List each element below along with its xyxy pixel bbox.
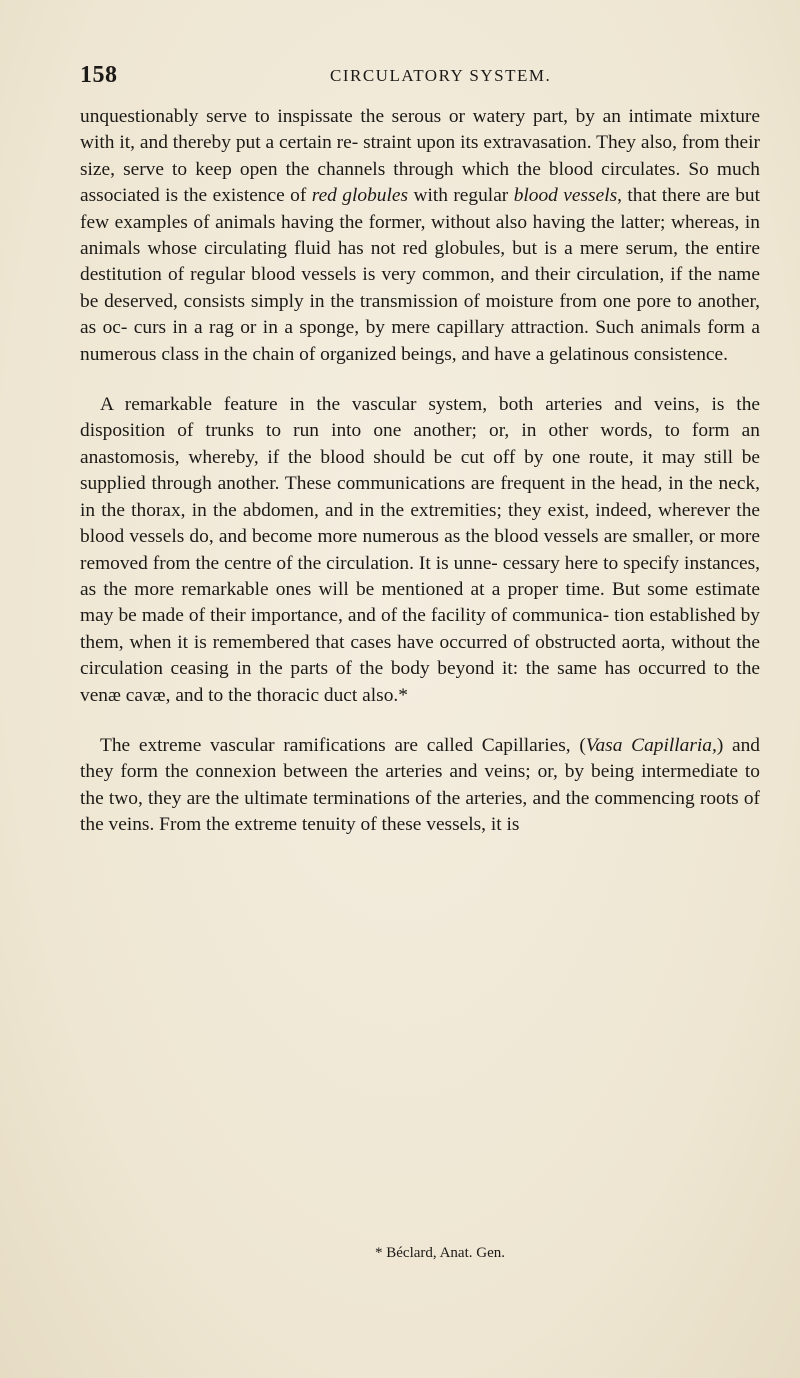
emphasis-vasa-capillaria: Vasa Capillaria,	[585, 734, 717, 756]
body-text	[80, 104, 760, 839]
running-head: CIRCULATORY SYSTEM.	[330, 66, 552, 85]
page-header	[80, 62, 720, 96]
footnote	[0, 1245, 800, 1262]
page-number: 158	[80, 62, 118, 88]
paragraph-1	[80, 104, 760, 368]
paragraph-1-text-a: unquestionably serve to inspissate the serous or watery part, by an intimate mixture with it, and thereby put a certain re- straint upon its extravasation. They also, from their size, serve to keep open the channels through which the blood circulates. So much associated is the existence of	[80, 106, 760, 207]
paragraph-2: A remarkable feature in the vascular system, both arteries and veins, is the disposition of trunks to run into one another; or, in other words, to form an anastomosis, whereby, if the blood should be cut off by one route, it may still be supplied through another. These communications are frequent in the head, in the neck, in the thorax, in the abdomen, and in the extremities; they exist, indeed, wherever the blood vessels do, and become more numerous as the blood vessels are smaller, or more removed from the centre of the circulation. It is unne- cessary here to specify instances, as the more remarkable ones will be mentioned at a proper time. But some estimate may be made of their importance, and of the facility of communica- tion established by them, when it is remembered that cases have occurred of obstructed aorta, without the circulation ceasing in the parts of the body beyond it: the same has occurred to the venæ cavæ, and to the thoracic duct also.*	[80, 394, 760, 706]
paragraph-1-text-b: with regular	[408, 185, 514, 207]
emphasis-blood-vessels: blood vessels	[513, 185, 618, 207]
paragraph-3-text-a: The extreme vascular ramifications are called Capillaries, (	[100, 734, 586, 756]
paragraph-3-text-b: ) and they form the connexion between the arteries and veins; or, by being intermediate to the two, they are the ultimate terminations of the arteries, and the commencing roots of the veins. From the extreme tenuity of these vessels, it is	[80, 734, 760, 836]
emphasis-red-globules: red globules	[311, 185, 409, 207]
paragraph-3	[80, 733, 760, 839]
paragraph-1-text-c: , that there are but few examples of animals having the former, without also having the latter; whereas, in animals whose circulating fluid has not red globules, but is a mere serum, the entire destitution of regular blood vessels is very common, and their circulation, if the name be deserved, consists simply in the transmission of moisture from one pore to another, as oc- curs in a rag or in a sponge, by mere capillary attraction. Such animals form a numerous class in the chain of organized beings, and have a gelatinous consistence.	[80, 185, 760, 365]
footnote-text: * Béclard, Anat. Gen.	[375, 1245, 505, 1261]
